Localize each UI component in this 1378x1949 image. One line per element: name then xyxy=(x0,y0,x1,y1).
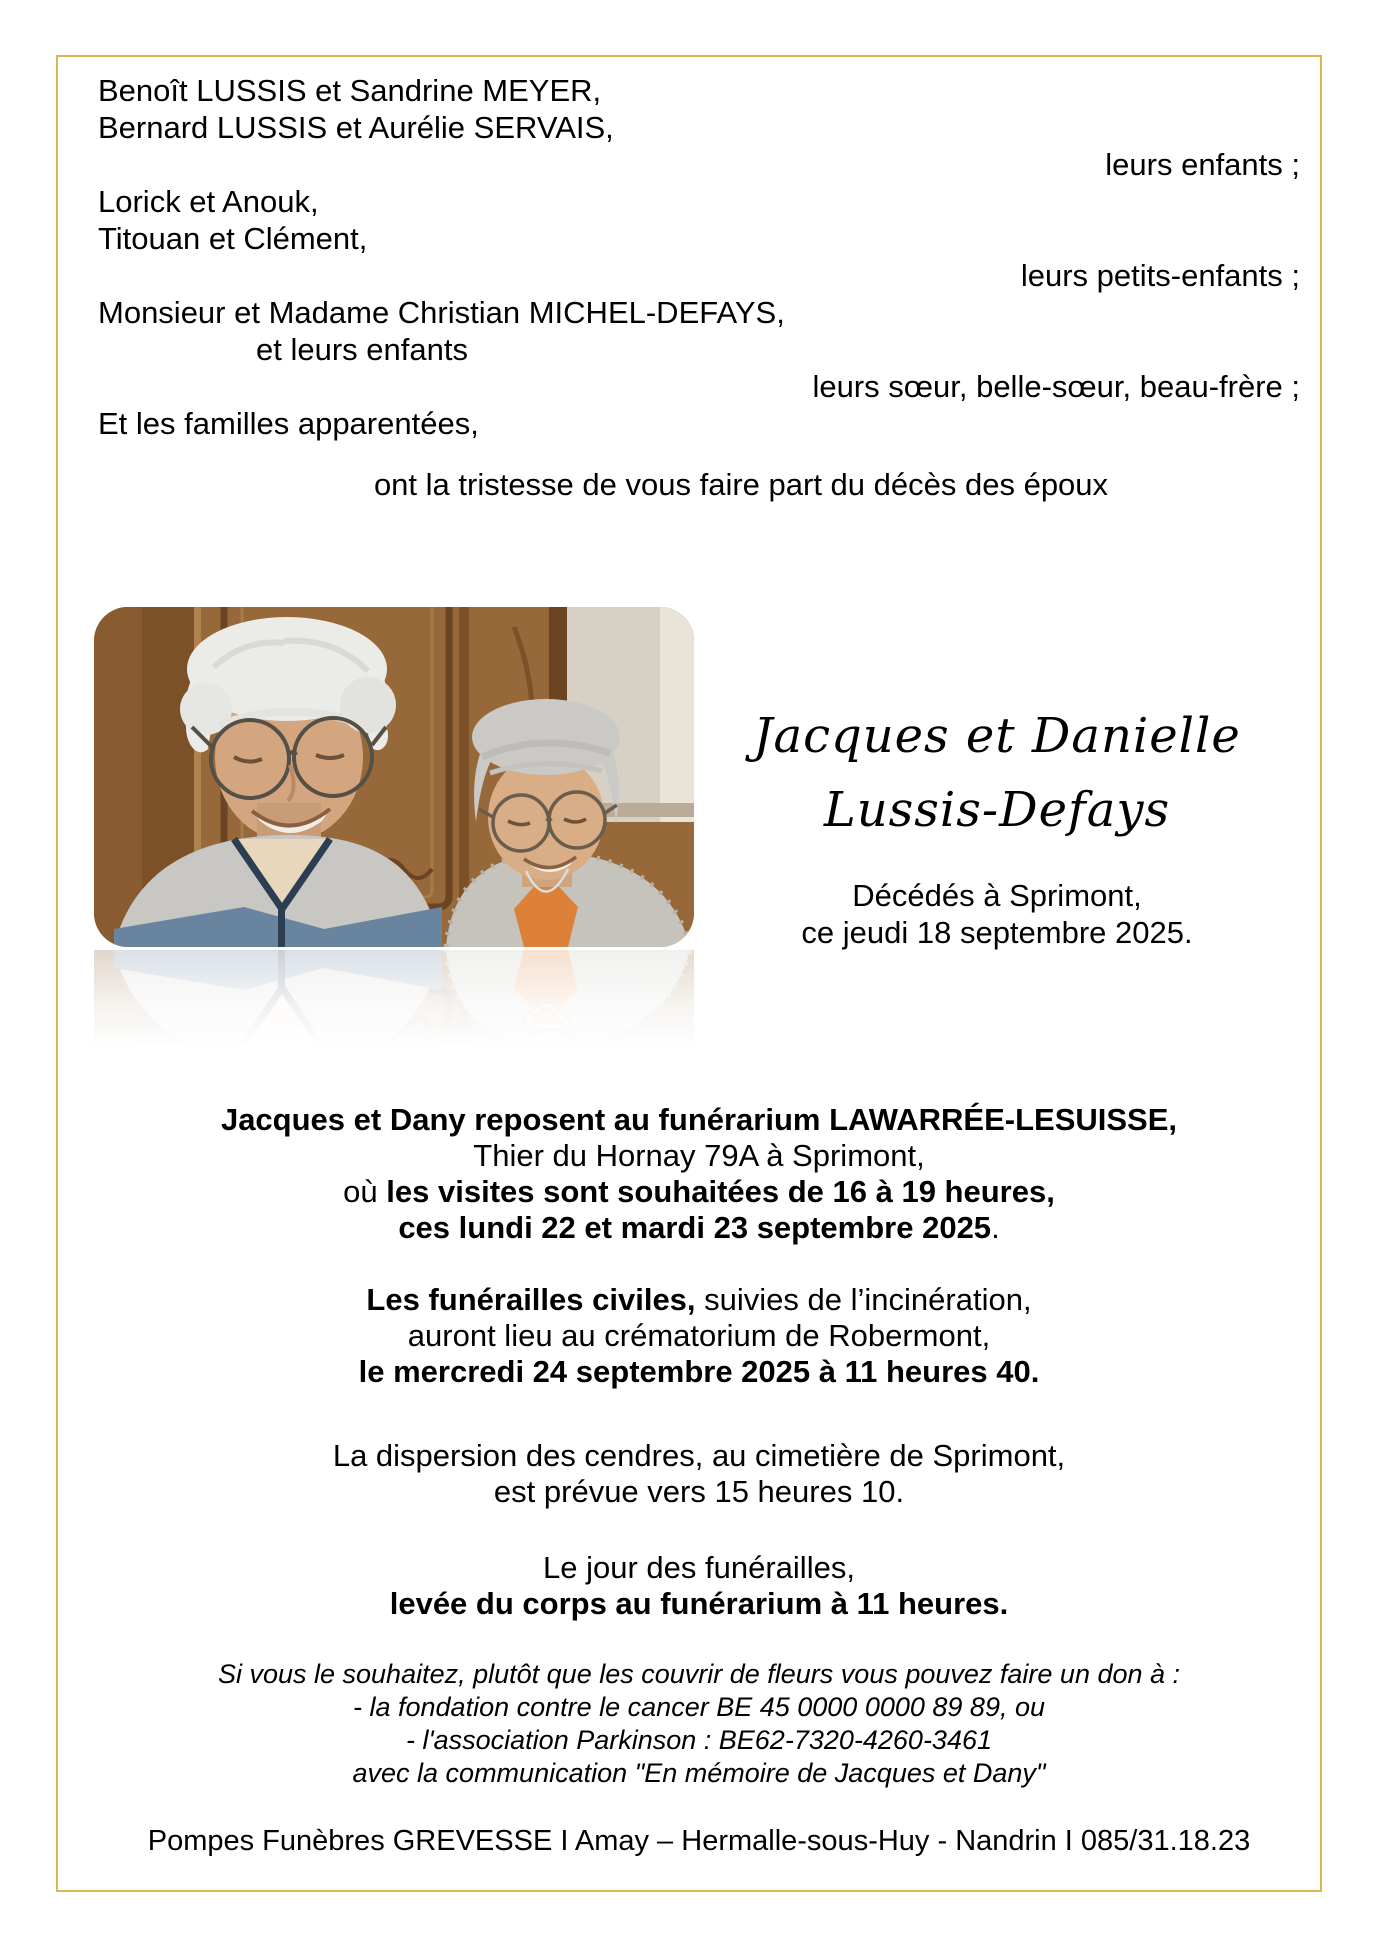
visitation-line: où les visites sont souhaitées de 16 à 19 heures, xyxy=(343,1174,1055,1209)
levee-line: levée du corps au funérarium à 11 heures. xyxy=(389,1586,1009,1621)
funeral-home-footer: Pompes Funèbres GREVESSE I Amay – Hermalle-sous-Huy - Nandrin I 085/31.18.23 xyxy=(147,1825,1251,1857)
dispersion-line: est prévue vers 15 heures 10. xyxy=(493,1474,905,1509)
family-line: Et les familles apparentées, xyxy=(98,406,479,441)
deceased-first-names: Jacques et Danielle xyxy=(753,708,1241,764)
photo-reflection xyxy=(94,950,694,1046)
announcement-line: ont la tristesse de vous faire part du décès des époux xyxy=(373,467,1109,502)
relation-label: leurs sœur, belle-sœur, beau-frère ; xyxy=(812,369,1300,404)
family-line: Bernard LUSSIS et Aurélie SERVAIS, xyxy=(98,110,614,145)
death-date: ce jeudi 18 septembre 2025. xyxy=(801,915,1193,950)
couple-photo xyxy=(94,607,694,1046)
levee-block xyxy=(98,1550,1300,1622)
family-line: Titouan et Clément, xyxy=(98,221,368,256)
family-line: et leurs enfants xyxy=(256,332,468,367)
visitation-line: Thier du Hornay 79A à Sprimont, xyxy=(473,1138,925,1173)
levee-line: Le jour des funérailles, xyxy=(543,1550,855,1585)
gold-border-frame xyxy=(56,55,1322,1892)
page-content xyxy=(58,57,1320,1859)
visitation-line: Jacques et Dany reposent au funérarium LAWARRÉE-LESUISSE, xyxy=(220,1102,1178,1137)
reflection-fade xyxy=(94,950,694,1046)
relation-label: leurs petits-enfants ; xyxy=(1020,258,1300,293)
death-place: Décédés à Sprimont, xyxy=(852,878,1142,913)
ceremony-line: le mercredi 24 septembre 2025 à 11 heures 40. xyxy=(358,1354,1040,1389)
family-names-block xyxy=(98,72,1300,442)
deceased-family-name: Lussis-Defays xyxy=(823,782,1171,838)
ceremony-line: Les funérailles civiles, suivies de l’incinération, xyxy=(366,1282,1032,1317)
relation-label: leurs enfants ; xyxy=(1105,147,1300,182)
donation-line: - la fondation contre le cancer BE 45 0000 0000 89 89, ou xyxy=(353,1692,1045,1722)
dispersion-line: La dispersion des cendres, au cimetière de Sprimont, xyxy=(332,1438,1066,1473)
donation-line: avec la communication "En mémoire de Jacques et Dany" xyxy=(352,1758,1046,1788)
donation-block xyxy=(98,1658,1300,1790)
ceremony-block xyxy=(98,1282,1300,1390)
photo-and-names-row xyxy=(98,607,1300,1046)
visitation-block xyxy=(98,1102,1300,1246)
family-line: Lorick et Anouk, xyxy=(98,184,319,219)
family-line: Monsieur et Madame Christian MICHEL-DEFAYS, xyxy=(98,295,785,330)
deceased-names-column xyxy=(694,607,1300,951)
visitation-line: ces lundi 22 et mardi 23 septembre 2025. xyxy=(398,1210,1000,1245)
ceremony-line: auront lieu au crématorium de Robermont, xyxy=(407,1318,991,1353)
family-line: Benoît LUSSIS et Sandrine MEYER, xyxy=(98,73,602,108)
donation-line: Si vous le souhaitez, plutôt que les couvrir de fleurs vous pouvez faire un don à : xyxy=(217,1659,1181,1689)
ashes-dispersion-block xyxy=(98,1438,1300,1510)
donation-line: - l'association Parkinson : BE62-7320-4260-3461 xyxy=(405,1725,992,1755)
death-info xyxy=(694,877,1300,951)
couple-photo-image xyxy=(94,607,694,947)
